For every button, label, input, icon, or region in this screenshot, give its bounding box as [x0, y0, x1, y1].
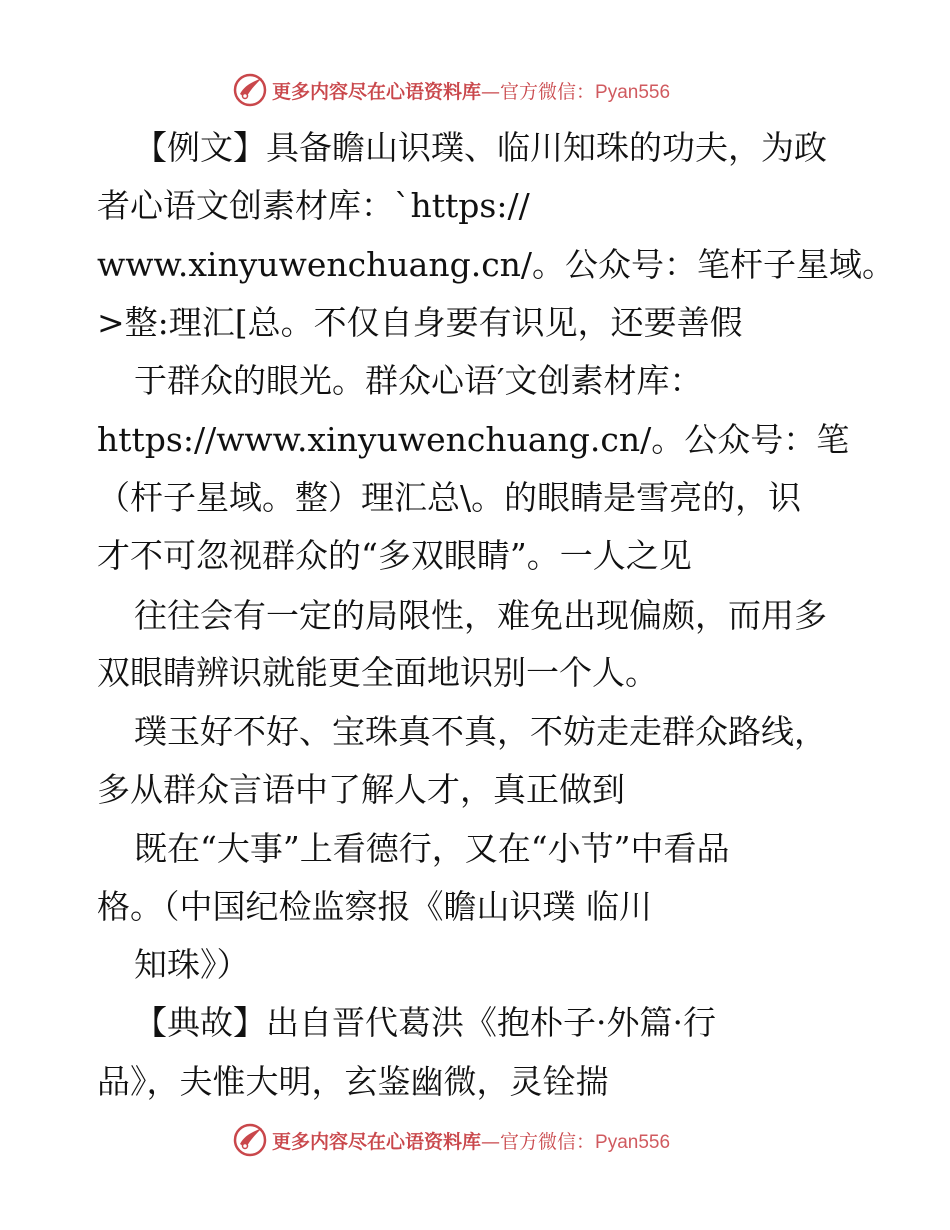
header-banner-main: 更多内容尽在心语资料库: [272, 80, 482, 103]
text-line: 既在“大事”上看德行，又在“小节”中看品: [134, 829, 730, 868]
header-banner-wechat-id: Pyan556: [595, 81, 671, 103]
text-line: 品》，夫惟大明，玄鉴幽微，灵铨揣: [97, 1062, 609, 1101]
text-line: 【典故】出自晋代葛洪《抱朴子·外篇·行: [134, 1003, 716, 1042]
footer-banner-main: 更多内容尽在心语资料库: [272, 1130, 482, 1153]
text-line: 知珠》）: [134, 945, 250, 984]
text-line: 才不可忽视群众的“多双眼睛”。一人之见: [97, 536, 692, 575]
text-line: >整:理汇[总。不仅自身要有识见，还要善假: [97, 303, 743, 342]
footer-banner: [232, 1122, 670, 1158]
text-line: www.xinyuwenchuang.cn/。公众号：笔杆子星域。: [97, 245, 896, 284]
footer-banner-wechat-id: Pyan556: [595, 1131, 671, 1153]
header-banner-text: [272, 77, 670, 104]
brush-logo-icon: [232, 72, 268, 108]
text-line: （杆子星域。整）理汇总\。的眼睛是雪亮的，识: [97, 478, 802, 517]
footer-banner-text: [272, 1127, 670, 1154]
brush-logo-icon: [232, 1122, 268, 1158]
footer-banner-official: 官方微信：: [500, 1130, 596, 1153]
text-line: 【例文】具备瞻山识璞、临川知珠的功夫，为政: [134, 128, 827, 167]
footer-banner-dash: —: [481, 1130, 501, 1153]
text-line: https://www.xinyuwenchuang.cn/。公众号：笔: [97, 420, 850, 459]
text-line: 往往会有一定的局限性，难免出现偏颇，而用多: [134, 596, 827, 635]
text-line: 多从群众言语中了解人才，真正做到: [97, 770, 625, 809]
text-line: 者心语文创素材库：`https://: [97, 186, 530, 225]
text-line: 璞玉好不好、宝珠真不真，不妨走走群众路线，: [134, 712, 827, 751]
header-banner: [232, 72, 670, 108]
text-line: 于群众的眼光。群众心语′文创素材库：: [134, 361, 703, 400]
text-line: 格。（中国纪检监察报《瞻山识璞 临川: [97, 887, 652, 926]
text-line: 双眼睛辨识就能更全面地识别一个人。: [97, 653, 658, 692]
header-banner-dash: —: [481, 80, 501, 103]
header-banner-official: 官方微信：: [500, 80, 596, 103]
